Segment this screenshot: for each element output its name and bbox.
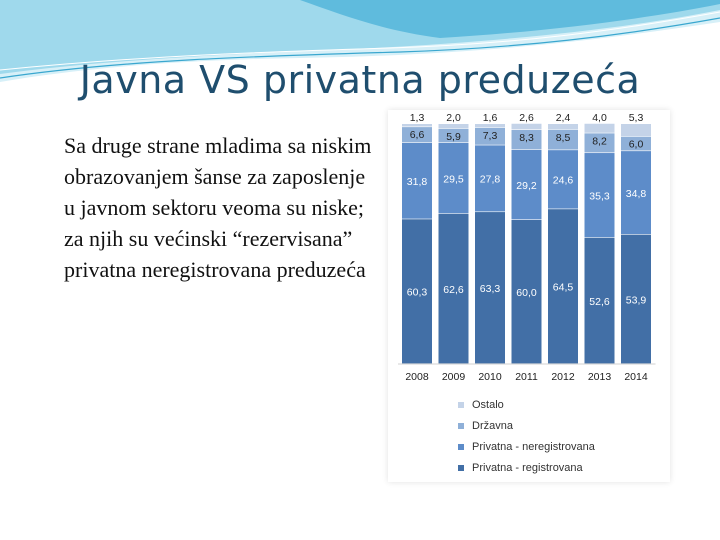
data-label: 35,3 xyxy=(589,190,610,203)
bar-segment xyxy=(548,124,578,129)
data-label: 7,3 xyxy=(482,129,498,142)
data-label: 34,8 xyxy=(625,187,647,200)
x-tick-label: 2011 xyxy=(515,371,538,383)
data-label: 29,5 xyxy=(443,173,464,186)
x-tick-label: 2010 xyxy=(478,371,502,383)
bar-segment xyxy=(475,124,505,127)
bullet-text: Sa druge strane mladima sa niskim obrazovanjem šanse za zaposlenje u javnom sektoru veoma su niske; za njih su većinski “rezervisana” privatna neregistrovana preduzeća xyxy=(64,133,372,282)
chart-canvas xyxy=(388,110,670,394)
legend-item xyxy=(458,394,595,415)
data-label: 6,0 xyxy=(628,138,644,151)
legend-swatch xyxy=(458,465,464,471)
data-label: 53,9 xyxy=(625,294,647,307)
data-label: 4,0 xyxy=(592,111,607,124)
data-label: 8,5 xyxy=(555,131,571,144)
data-label: 8,3 xyxy=(519,132,534,144)
data-label: 2,6 xyxy=(519,111,534,124)
legend-swatch xyxy=(458,444,464,450)
data-label: 24,6 xyxy=(552,174,574,187)
bullet-paragraph xyxy=(44,130,374,285)
x-tick-label: 2014 xyxy=(624,371,648,383)
x-tick-label: 2012 xyxy=(551,371,575,383)
chart-legend xyxy=(458,394,595,478)
data-label: 64,5 xyxy=(552,281,574,294)
data-label: 5,9 xyxy=(446,130,461,143)
data-label: 60,0 xyxy=(516,287,537,299)
legend-item xyxy=(458,436,595,457)
data-label: 31,8 xyxy=(406,176,428,189)
stacked-bar-chart xyxy=(388,110,670,482)
data-label: 1,3 xyxy=(409,112,425,124)
legend-swatch xyxy=(458,423,464,429)
legend-item xyxy=(458,415,595,436)
x-tick-label: 2013 xyxy=(587,371,612,383)
bar-segment xyxy=(402,124,432,127)
slide-title: Javna VS privatna preduzeća xyxy=(79,58,641,102)
data-label: 52,6 xyxy=(589,295,610,308)
legend-item xyxy=(458,457,595,478)
data-label: 6,6 xyxy=(409,129,425,142)
bar-segment xyxy=(585,124,615,133)
data-label: 60,3 xyxy=(406,286,428,299)
data-label: 62,6 xyxy=(443,283,464,296)
data-label: 2,4 xyxy=(555,112,571,124)
legend-label: Privatna - registrovana xyxy=(472,461,583,474)
data-label: 63,3 xyxy=(479,283,501,296)
data-label: 1,6 xyxy=(482,112,498,124)
legend-swatch xyxy=(458,402,464,408)
legend-label: Državna xyxy=(472,419,513,432)
bar-segment xyxy=(621,124,651,136)
data-label: 5,3 xyxy=(628,112,644,124)
data-label: 27,8 xyxy=(479,173,501,186)
data-label: 8,2 xyxy=(592,135,607,148)
x-tick-label: 2009 xyxy=(441,371,466,383)
x-tick-label: 2008 xyxy=(405,371,429,383)
data-label: 2,0 xyxy=(446,112,461,124)
legend-label: Ostalo xyxy=(472,398,504,411)
data-label: 29,2 xyxy=(516,179,537,192)
bar-segment xyxy=(512,124,542,130)
bar-segment xyxy=(439,124,469,128)
legend-label: Privatna - neregistrovana xyxy=(472,440,595,453)
